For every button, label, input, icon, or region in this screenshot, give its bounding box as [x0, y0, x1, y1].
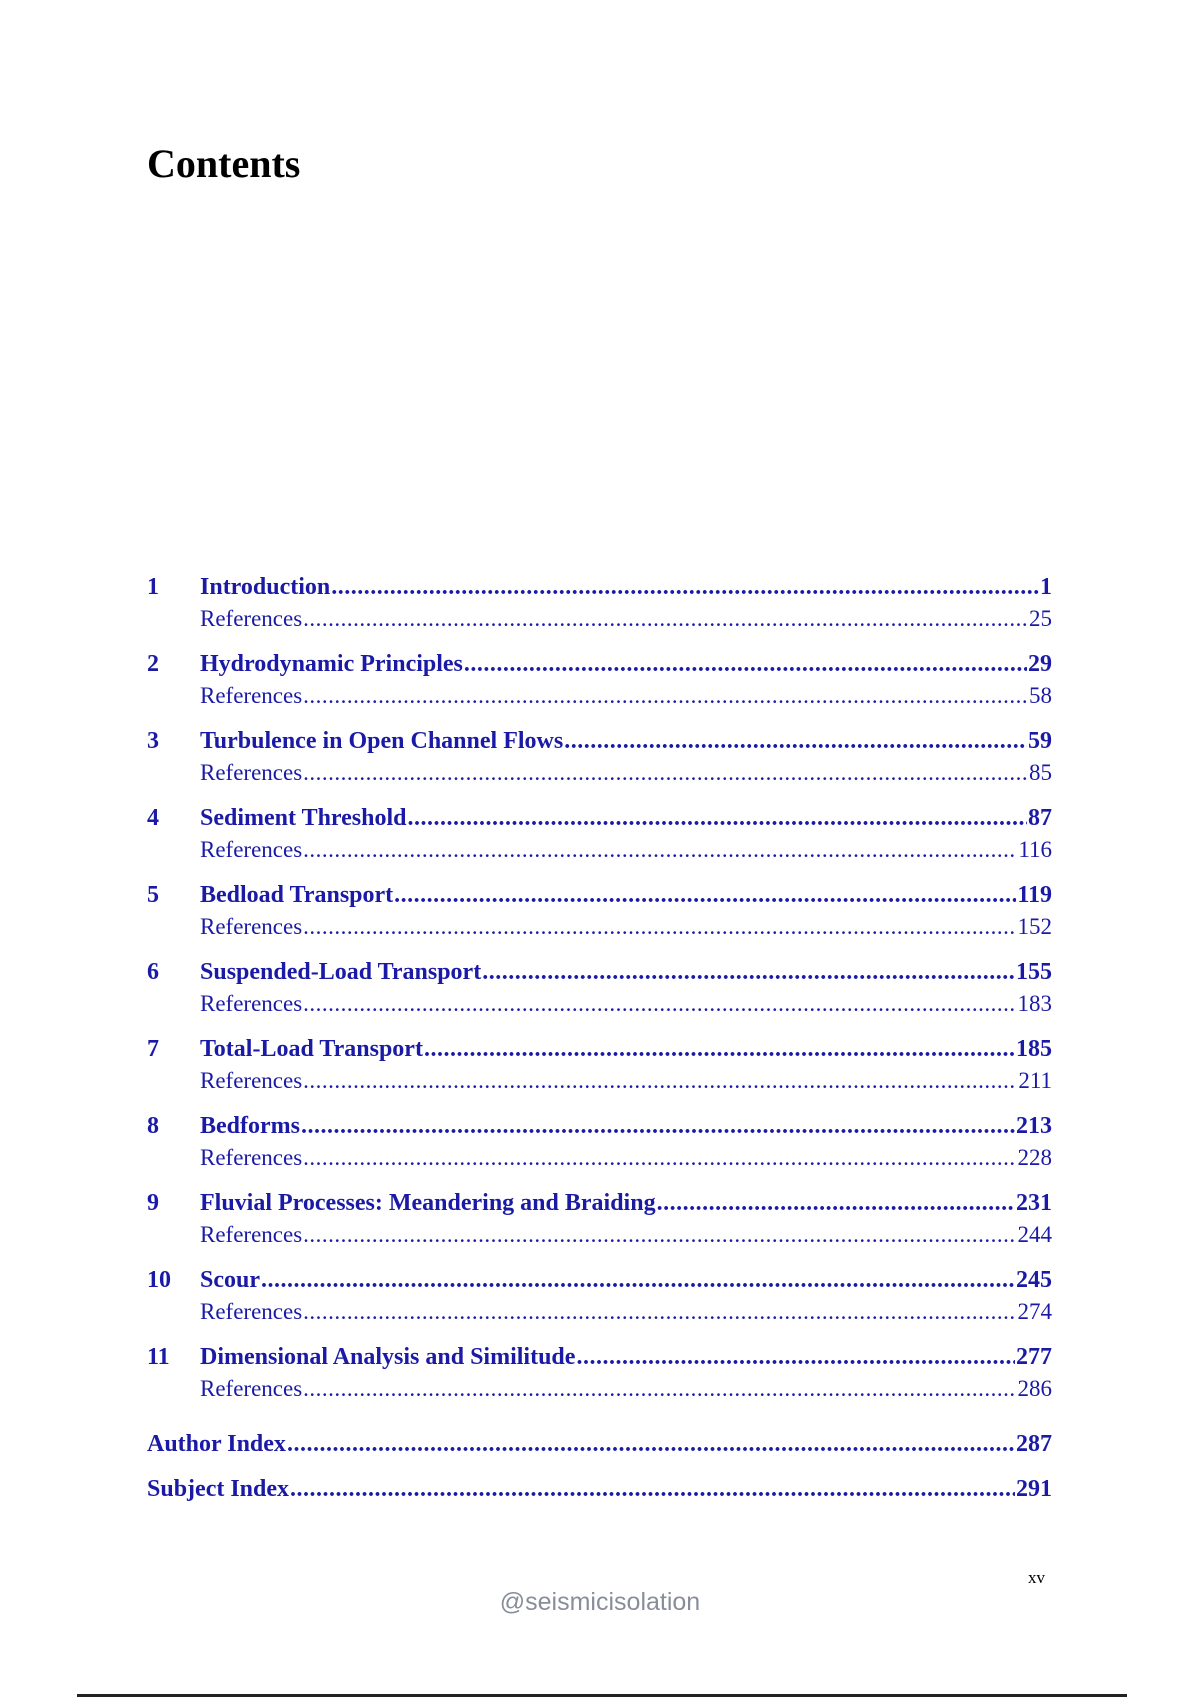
chapter-title: Dimensional Analysis and Similitude [200, 1344, 576, 1370]
references-label: References [200, 1222, 303, 1247]
toc-references-link[interactable] [147, 911, 1052, 942]
toc-references-link[interactable] [147, 680, 1052, 711]
toc-author-index-link[interactable] [147, 1429, 1052, 1460]
page-number-ref: 228 [1017, 1145, 1052, 1170]
chapter-number: 9 [147, 1190, 159, 1216]
references-label: References [200, 914, 303, 939]
page-number-ref: 59 [1028, 728, 1052, 754]
toc-chapter-11 [147, 1342, 1052, 1404]
dot-leader [303, 988, 1016, 1019]
dot-leader [303, 1142, 1016, 1173]
dot-leader [290, 1474, 1015, 1505]
dot-leader [657, 1188, 1015, 1219]
dot-leader [303, 834, 1017, 865]
toc-chapter-1 [147, 572, 1052, 634]
toc-references-link[interactable] [147, 834, 1052, 865]
references-label: References [200, 837, 303, 862]
references-label: References [200, 1068, 303, 1093]
chapter-number: 1 [147, 574, 159, 600]
toc-references-link[interactable] [147, 988, 1052, 1019]
chapter-title: Bedforms [200, 1113, 300, 1139]
page-number-ref: 211 [1018, 1068, 1052, 1093]
chapter-title: Introduction [200, 574, 331, 600]
references-label: References [200, 760, 303, 785]
chapter-title: Scour [200, 1267, 260, 1293]
references-label: References [200, 1145, 303, 1170]
dot-leader [303, 911, 1016, 942]
toc-chapter-6 [147, 957, 1052, 1019]
page-number: xv [1028, 1568, 1045, 1587]
table-of-contents [147, 572, 1052, 1519]
dot-leader [287, 1429, 1015, 1460]
page-number-ref: 25 [1029, 606, 1052, 631]
page-number-ref: 287 [1016, 1431, 1052, 1457]
toc-references-link[interactable] [147, 1296, 1052, 1327]
chapter-title: Sediment Threshold [200, 805, 407, 831]
chapter-number: 11 [147, 1344, 170, 1370]
toc-references-link[interactable] [147, 1142, 1052, 1173]
toc-chapter-4 [147, 803, 1052, 865]
dot-leader [394, 880, 1016, 911]
chapter-title: Suspended-Load Transport [200, 959, 482, 985]
page-number-ref: 183 [1017, 991, 1052, 1016]
page-number-ref: 116 [1018, 837, 1052, 862]
toc-chapter-3 [147, 726, 1052, 788]
page-number-ref: 277 [1016, 1344, 1052, 1370]
references-label: References [200, 683, 303, 708]
toc-chapter-9 [147, 1188, 1052, 1250]
chapter-number: 6 [147, 959, 159, 985]
dot-leader [261, 1265, 1015, 1296]
toc-references-link[interactable] [147, 1373, 1052, 1404]
dot-leader [301, 1111, 1015, 1142]
toc-chapter-link[interactable] [147, 1342, 1052, 1373]
page-number-ref: 29 [1028, 651, 1052, 677]
chapter-number: 4 [147, 805, 159, 831]
page-number-ref: 286 [1017, 1376, 1052, 1401]
dot-leader [303, 1296, 1016, 1327]
chapter-title: Fluvial Processes: Meandering and Braiding [200, 1190, 656, 1216]
chapter-number: 3 [147, 728, 159, 754]
dot-leader [303, 1219, 1016, 1250]
toc-chapter-2 [147, 649, 1052, 711]
toc-chapter-link[interactable] [147, 1265, 1052, 1296]
page-number-ref: 155 [1016, 959, 1052, 985]
page-number-ref: 245 [1016, 1267, 1052, 1293]
page-number-ref: 85 [1029, 760, 1052, 785]
dot-leader [303, 603, 1028, 634]
chapter-title: Total-Load Transport [200, 1036, 423, 1062]
dot-leader [564, 726, 1027, 757]
dot-leader [482, 957, 1015, 988]
toc-chapter-link[interactable] [147, 803, 1052, 834]
chapter-number: 2 [147, 651, 159, 677]
toc-chapter-5 [147, 880, 1052, 942]
toc-chapter-8 [147, 1111, 1052, 1173]
page-number-ref: 87 [1028, 805, 1052, 831]
dot-leader [464, 649, 1027, 680]
toc-references-link[interactable] [147, 1219, 1052, 1250]
toc-chapter-link[interactable] [147, 649, 1052, 680]
toc-indexes [147, 1429, 1052, 1505]
dot-leader [303, 757, 1028, 788]
dot-leader [303, 1373, 1016, 1404]
index-title: Subject Index [147, 1476, 290, 1502]
toc-chapter-link[interactable] [147, 880, 1052, 911]
chapter-number: 8 [147, 1113, 159, 1139]
dot-leader [303, 680, 1028, 711]
toc-chapter-link[interactable] [147, 1188, 1052, 1219]
page-number-ref: 244 [1017, 1222, 1052, 1247]
references-label: References [200, 991, 303, 1016]
dot-leader [576, 1342, 1015, 1373]
chapter-number: 10 [147, 1267, 171, 1293]
toc-chapter-link[interactable] [147, 1111, 1052, 1142]
page-number-ref: 231 [1016, 1190, 1052, 1216]
toc-chapter-link[interactable] [147, 572, 1052, 603]
page-number-ref: 291 [1016, 1476, 1052, 1502]
toc-references-link[interactable] [147, 603, 1052, 634]
chapter-number: 7 [147, 1036, 159, 1062]
dot-leader [303, 1065, 1017, 1096]
toc-subject-index-link[interactable] [147, 1474, 1052, 1505]
contents-heading: Contents [147, 141, 301, 186]
chapter-title: Bedload Transport [200, 882, 394, 908]
chapter-number: 5 [147, 882, 159, 908]
toc-chapter-link[interactable] [147, 726, 1052, 757]
toc-references-link[interactable] [147, 757, 1052, 788]
page-number-ref: 152 [1017, 914, 1052, 939]
chapter-title: Turbulence in Open Channel Flows [200, 728, 564, 754]
page-number-ref: 1 [1040, 574, 1052, 600]
page-number-ref: 58 [1029, 683, 1052, 708]
bottom-rule [77, 1694, 1127, 1697]
toc-references-link[interactable] [147, 1065, 1052, 1096]
dot-leader [331, 572, 1039, 603]
index-title: Author Index [147, 1431, 286, 1457]
toc-chapter-7 [147, 1034, 1052, 1096]
chapter-title: Hydrodynamic Principles [200, 651, 463, 677]
page-number-ref: 274 [1017, 1299, 1052, 1324]
page-number-ref: 119 [1017, 882, 1052, 908]
dot-leader [408, 803, 1028, 834]
references-label: References [200, 606, 303, 631]
toc-chapter-link[interactable] [147, 957, 1052, 988]
references-label: References [200, 1376, 303, 1401]
dot-leader [424, 1034, 1015, 1065]
page-number-ref: 185 [1016, 1036, 1052, 1062]
toc-chapter-10 [147, 1265, 1052, 1327]
references-label: References [200, 1299, 303, 1324]
watermark: @seismicisolation [499, 1588, 701, 1616]
toc-chapter-link[interactable] [147, 1034, 1052, 1065]
page-number-ref: 213 [1016, 1113, 1052, 1139]
